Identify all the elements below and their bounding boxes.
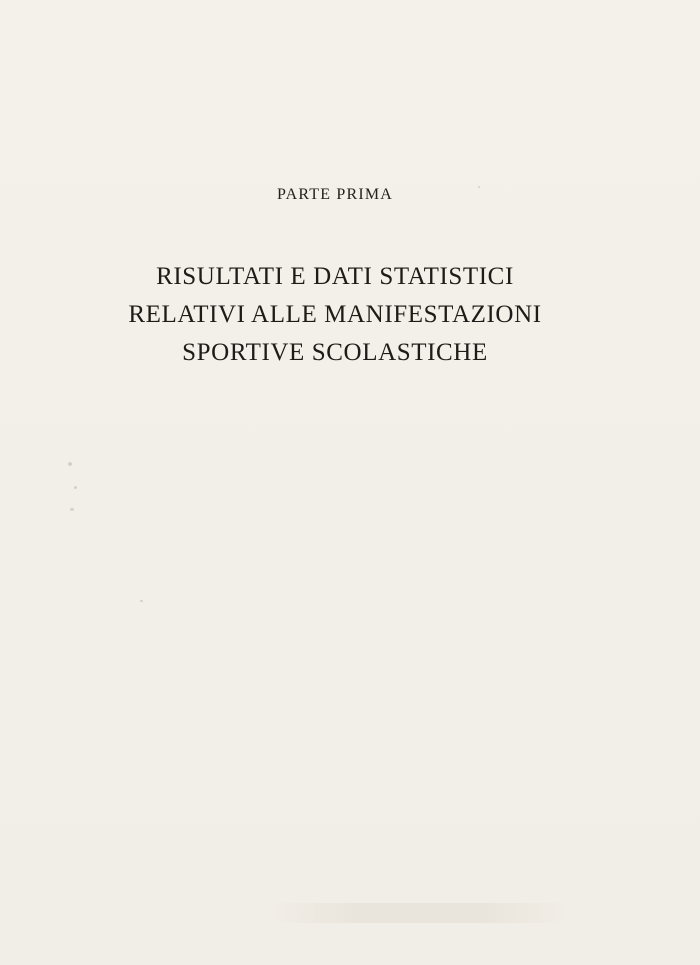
paper-speck (74, 486, 77, 489)
show-through-smudge (270, 903, 570, 923)
title-line-3: SPORTIVE SCOLASTICHE (182, 339, 488, 366)
paper-speck (478, 186, 480, 188)
paper-speck (68, 462, 72, 466)
title-line-2: RELATIVI ALLE MANIFESTAZIONI (128, 301, 542, 328)
paper-speck (140, 600, 143, 602)
title-line-1: RISULTATI E DATI STATISTICI (156, 263, 514, 290)
page-title (0, 258, 670, 372)
paper-speck (70, 508, 74, 511)
part-label: PARTE PRIMA (276, 186, 394, 203)
